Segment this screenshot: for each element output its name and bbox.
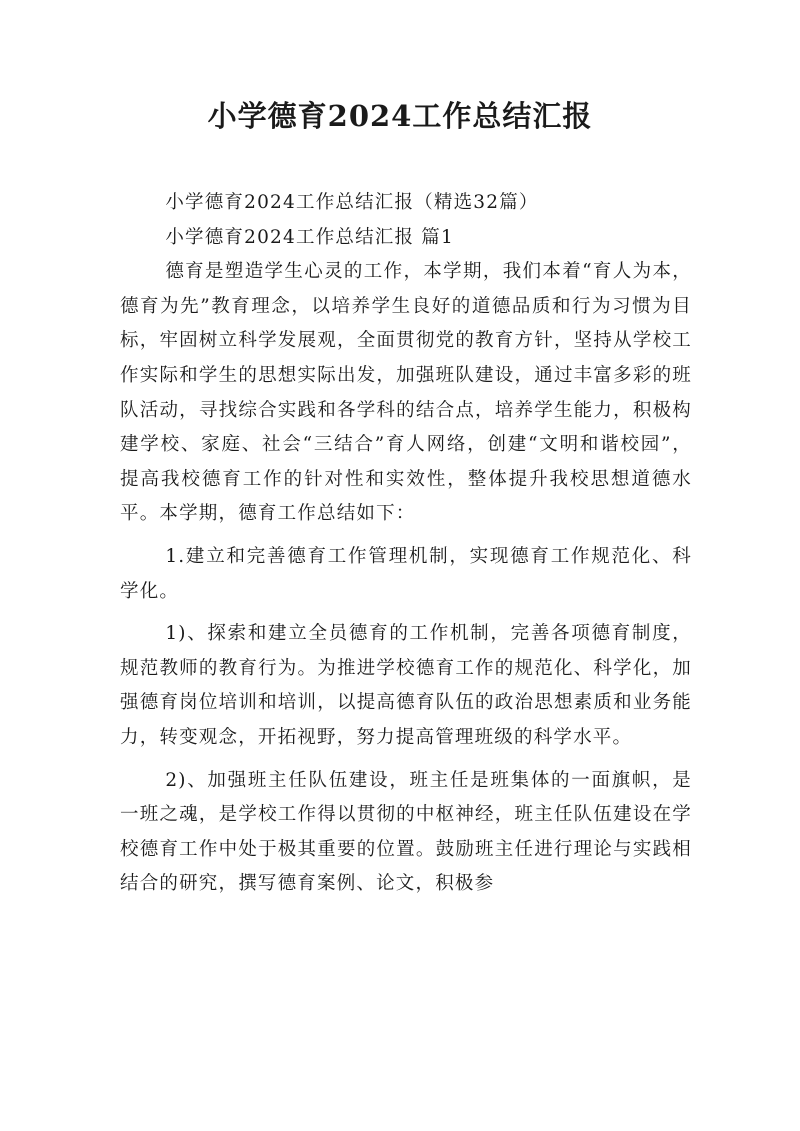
body-paragraph: 1.建立和完善德育工作管理机制，实现德育工作规范化、科学化。 [120,545,692,602]
document-body [120,186,692,902]
body-paragraph: 2)、加强班主任队伍建设，班主任是班集体的一面旗帜，是一班之魂，是学校工作得以贯彻的中枢神经，班主任队伍建设在学校德育工作中处于极其重要的位置。鼓励班主任进行理论与实践相结合的研究，撰写德育案例、论文，积极参 [120,769,692,895]
body-paragraph: 1)、探索和建立全员德育的工作机制，完善各项德育制度，规范教师的教育行为。为推进学校德育工作的规范化、科学化，加强德育岗位培训和培训，以提高德育队伍的政治思想素质和业务能力，转变观念，开拓视野，努力提高管理班级的科学水平。 [120,623,692,748]
body-paragraph: 德育是塑造学生心灵的工作，本学期，我们本着“育人为本，德育为先”教育理念，以培养学生良好的道德品质和行为习惯为目标，牢固树立科学发展观，全面贯彻党的教育方针，坚持从学校工作实际和学生的思想实际出发，加强班队建设，通过丰富多彩的班队活动，寻找综合实践和各学科的结合点，培养学生能力，积极构建学校、家庭、社会“三结合”育人网络，创建“文明和谐校园”，提高我校德育工作的针对性和实效性，整体提升我校思想道德水平。本学期，德育工作总结如下： [120,261,692,525]
section-heading: 小学德育2024工作总结汇报 篇1 [165,226,454,248]
subtitle-line: 小学德育2024工作总结汇报（精选32篇） [165,192,539,213]
document-title: 小学德育2024工作总结汇报 [207,99,593,133]
